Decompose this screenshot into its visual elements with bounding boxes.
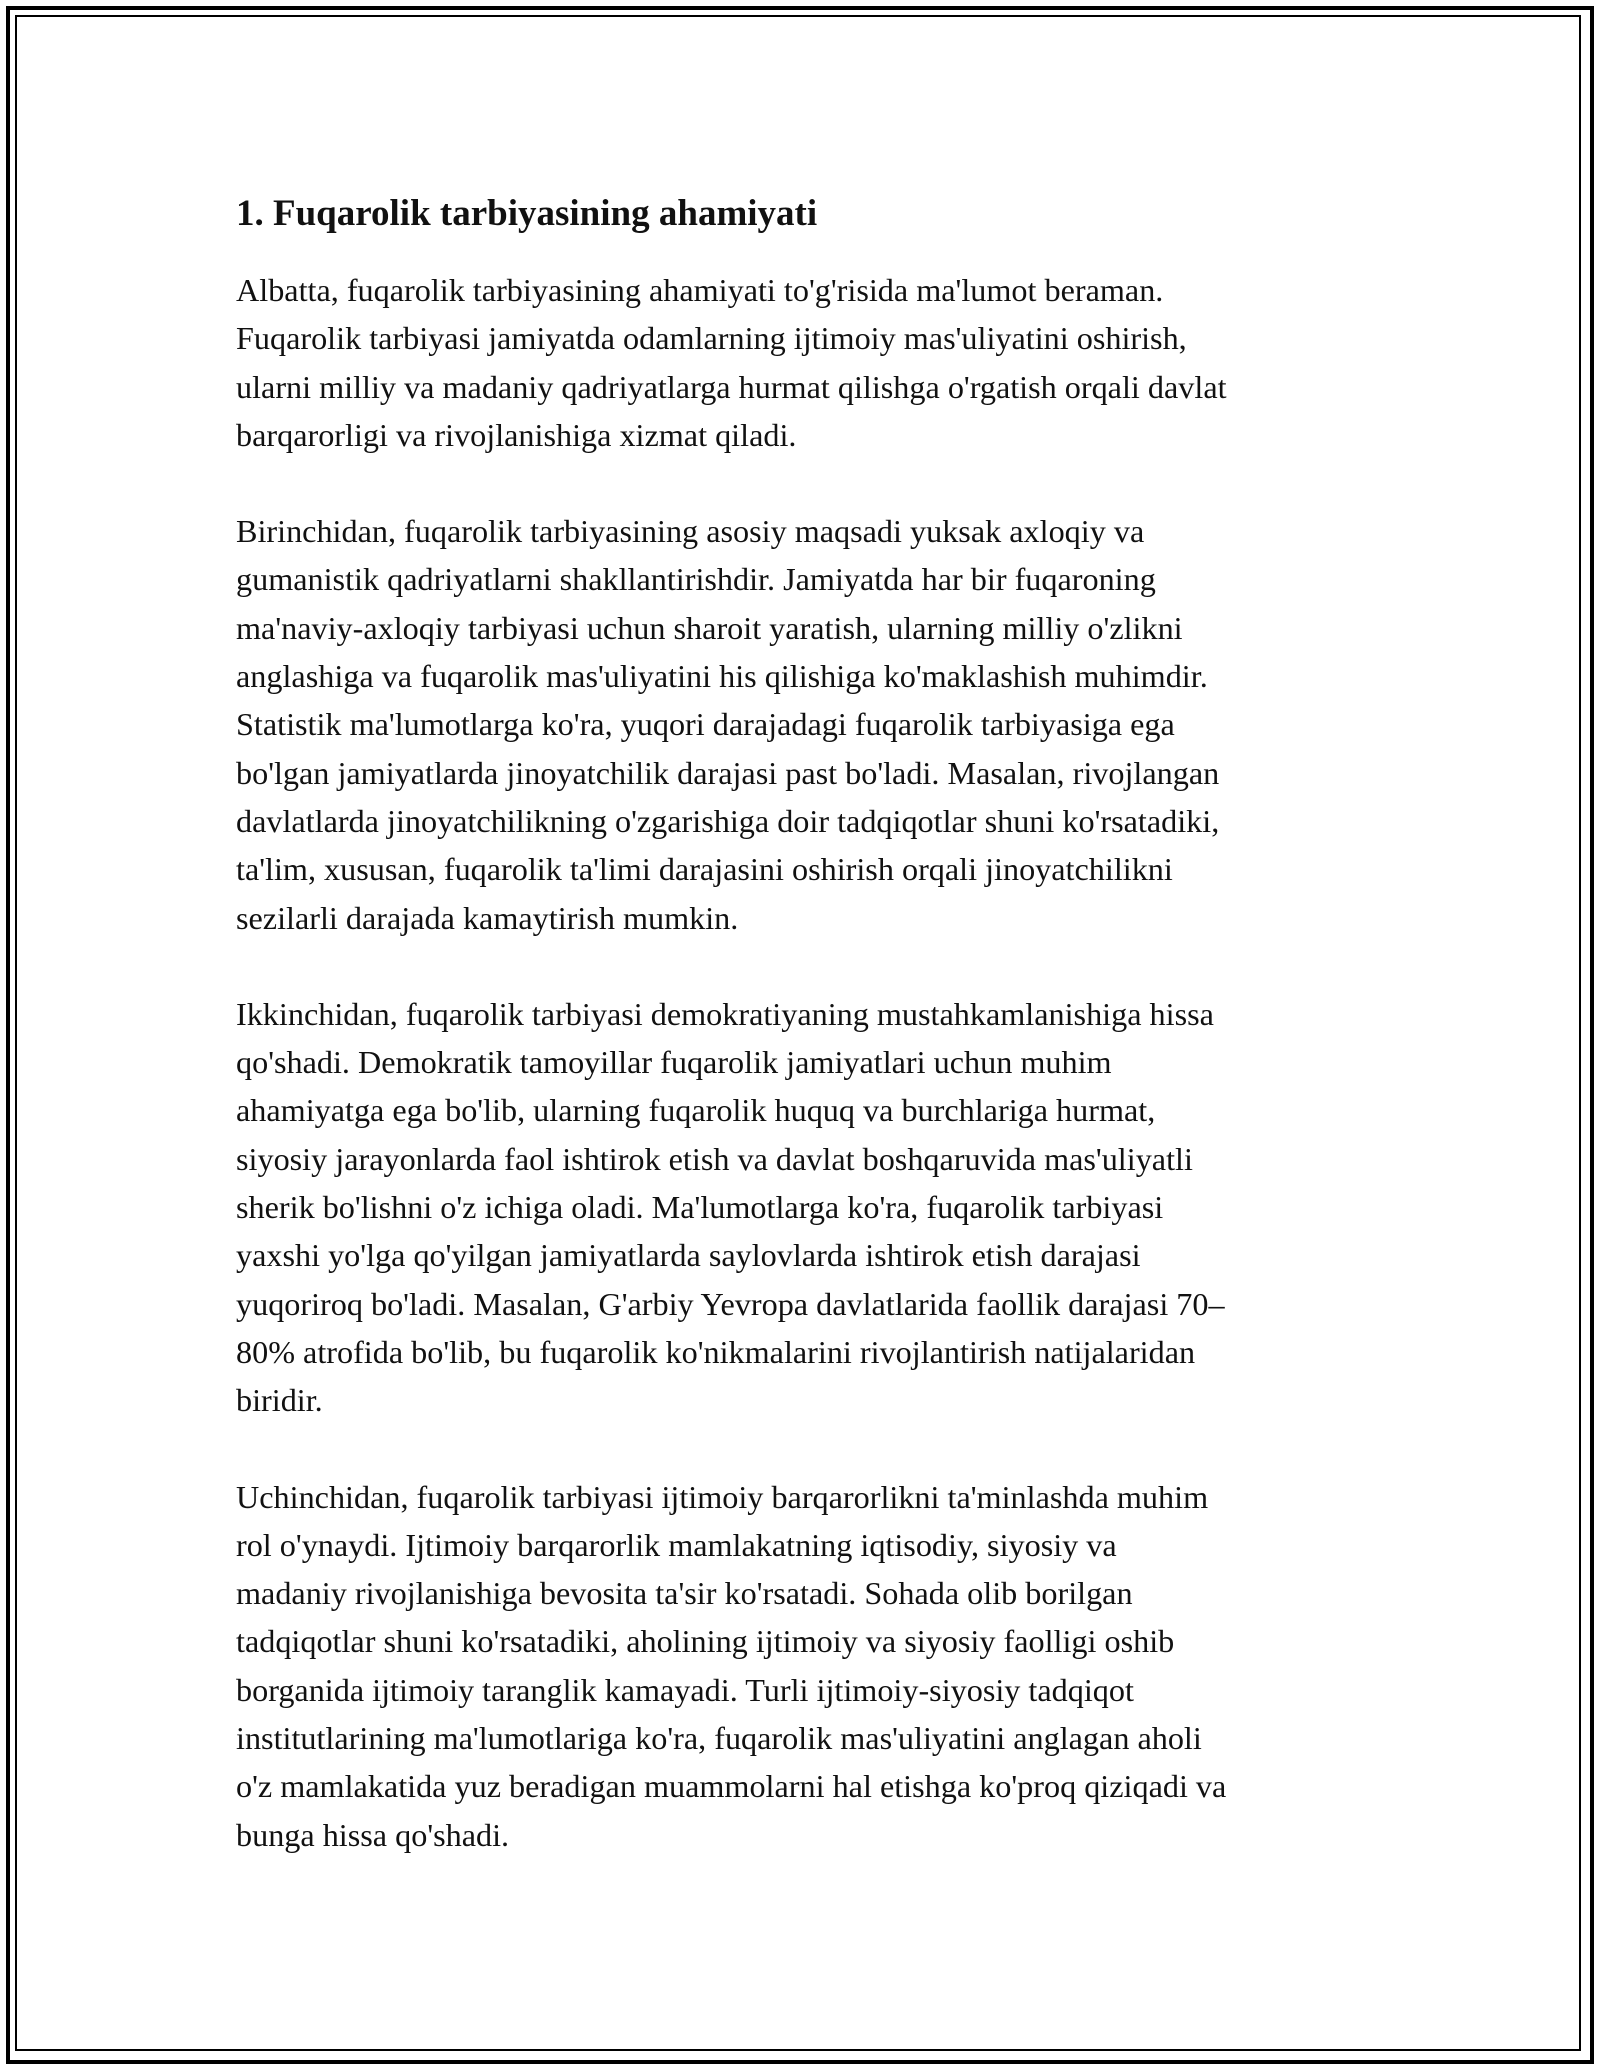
text-line: sezilarli darajada kamaytirish mumkin.: [236, 899, 739, 936]
text-line: ta'lim, xususan, fuqarolik ta'limi darajasini oshirish orqali jinoyatchilikni: [236, 851, 1173, 888]
text-line: tadqiqotlar shuni ko'rsatadiki, aholining ijtimoiy va siyosiy faolligi oshib: [236, 1623, 1175, 1660]
text-line: sherik bo'lishni o'z ichiga oladi. Ma'lumotlarga ko'ra, fuqarolik tarbiyasi: [236, 1189, 1164, 1226]
text-line: biridir.: [236, 1382, 323, 1419]
text-line: o'z mamlakatida yuz beradigan muammolarni hal etishga ko'proq qiziqadi va: [236, 1768, 1227, 1805]
text-line: rol o'ynaydi. Ijtimoiy barqarorlik mamlakatning iqtisodiy, siyosiy va: [236, 1526, 1117, 1563]
text-line: borganida ijtimoiy taranglik kamayadi. Turli ijtimoiy-siyosiy tadqiqot: [236, 1671, 1134, 1708]
text-line: anglashiga va fuqarolik mas'uliyatini his qilishiga ko'maklashish muhimdir.: [236, 658, 1208, 695]
text-line: Uchinchidan, fuqarolik tarbiyasi ijtimoiy barqarorlikni ta'minlashda muhim: [236, 1478, 1209, 1515]
text-line: ma'naviy-axloqiy tarbiyasi uchun sharoit yaratish, ularning milliy o'zlikni: [236, 609, 1183, 646]
text-line: yuqoriroq bo'ladi. Masalan, G'arbiy Yevropa davlatlarida faollik darajasi 70–: [236, 1285, 1225, 1322]
document-body: [236, 188, 1386, 1907]
text-line: bo'lgan jamiyatlarda jinoyatchilik darajasi past bo'ladi. Masalan, rivojlangan: [236, 754, 1220, 791]
text-line: 80% atrofida bo'lib, bu fuqarolik ko'nikmalarini rivojlantirish natijalaridan: [236, 1333, 1196, 1370]
paragraph-intro: [236, 266, 1386, 459]
text-line: siyosiy jarayonlarda faol ishtirok etish va davlat boshqaruvida mas'uliyatli: [236, 1140, 1193, 1177]
text-line: madaniy rivojlanishiga bevosita ta'sir ko'rsatadi. Sohada olib borilgan: [236, 1575, 1133, 1612]
text-line: Statistik ma'lumotlarga ko'ra, yuqori darajadagi fuqarolik tarbiyasiga ega: [236, 706, 1175, 743]
text-line: qo'shadi. Demokratik tamoyillar fuqarolik jamiyatlari uchun muhim: [236, 1044, 1112, 1081]
text-line: Fuqarolik tarbiyasi jamiyatda odamlarning ijtimoiy mas'uliyatini oshirish,: [236, 320, 1187, 357]
text-line: Birinchidan, fuqarolik tarbiyasining asosiy maqsadi yuksak axloqiy va: [236, 513, 1145, 550]
text-line: ularni milliy va madaniy qadriyatlarga hurmat qilishga o'rgatish orqali davlat: [236, 368, 1227, 405]
text-line: Albatta, fuqarolik tarbiyasining ahamiyati to'g'risida ma'lumot beraman.: [236, 272, 1164, 308]
text-line: Ikkinchidan, fuqarolik tarbiyasi demokratiyaning mustahkamlanishiga hissa: [236, 995, 1214, 1032]
paragraph-first-point: [236, 507, 1386, 942]
text-line: bunga hissa qo'shadi.: [236, 1816, 510, 1853]
paragraph-second-point: [236, 990, 1386, 1425]
section-heading: 1. Fuqarolik tarbiyasining ahamiyati: [236, 193, 818, 234]
text-line: davlatlarda jinoyatchilikning o'zgarishiga doir tadqiqotlar shuni ko'rsatadiki,: [236, 802, 1220, 839]
text-line: ahamiyatga ega bo'lib, ularning fuqarolik huquq va burchlariga hurmat,: [236, 1092, 1156, 1129]
text-line: barqarorligi va rivojlanishiga xizmat qiladi.: [236, 416, 797, 453]
text-line: gumanistik qadriyatlarni shakllantirishdir. Jamiyatda har bir fuqaroning: [236, 561, 1156, 598]
text-line: institutlarining ma'lumotlariga ko'ra, fuqarolik mas'uliyatini anglagan aholi: [236, 1720, 1202, 1757]
paragraph-third-point: [236, 1473, 1386, 1859]
text-line: yaxshi yo'lga qo'yilgan jamiyatlarda saylovlarda ishtirok etish darajasi: [236, 1237, 1141, 1274]
